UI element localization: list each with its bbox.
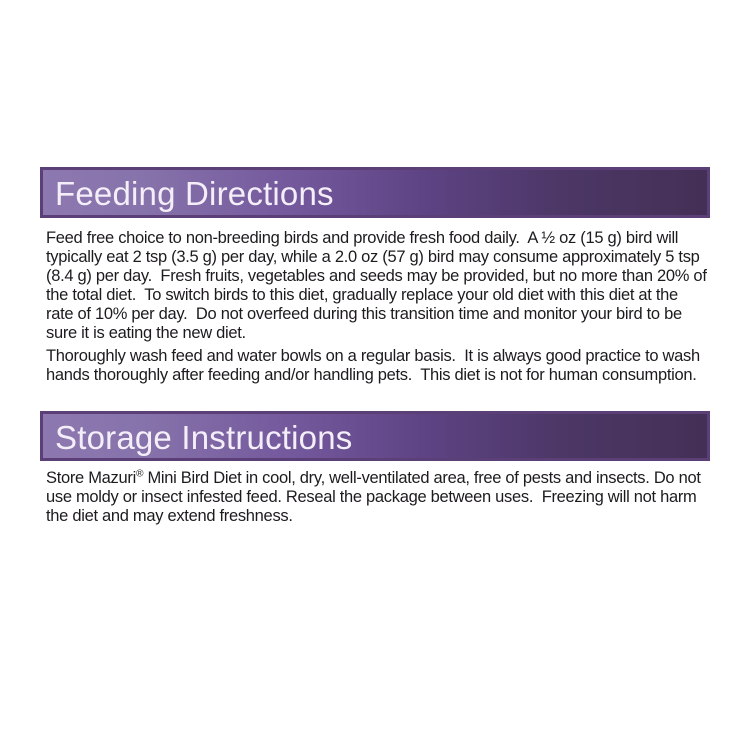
storage-instructions-header-bar [40,411,710,461]
storage-instructions-text-block [46,469,709,526]
feeding-paragraph-2: Thoroughly wash feed and water bowls on a regular basis. It is always good practice to wash hands thoroughly after feeding and/or handling pets. This diet is not for human consumption. [46,347,705,384]
storage-instructions-title: Storage Instructions [55,418,353,456]
feeding-directions-header-bar [40,167,710,218]
storage-text-after-reg: Mini Bird Diet in cool, dry, well-ventilated area, free of pests and insects. Do not use moldy or insect infested feed. Reseal the package between uses. Freezing will not harm the diet and may extend freshness. [46,469,705,525]
feeding-directions-title: Feeding Directions [55,175,334,212]
feeding-directions-text-block [46,229,709,385]
registered-trademark-symbol: ® [135,468,144,480]
feeding-paragraph-1: Feed free choice to non-breeding birds and provide fresh food daily. A ½ oz (15 g) bird will typically eat 2 tsp (3.5 g) per day, while a 2.0 oz (57 g) bird may consume approximately 5 tsp (8.4 g) per day. Fresh fruits, vegetables and seeds may be provided, but no more than 20% of the total diet. To switch birds to this diet, gradually replace your old diet with this diet at the rate of 10% per day. Do not overfeed during this transition time and monitor your bird to be sure it is eating the new diet. [46,229,711,342]
storage-text-before-reg: Store Mazuri [46,469,136,487]
